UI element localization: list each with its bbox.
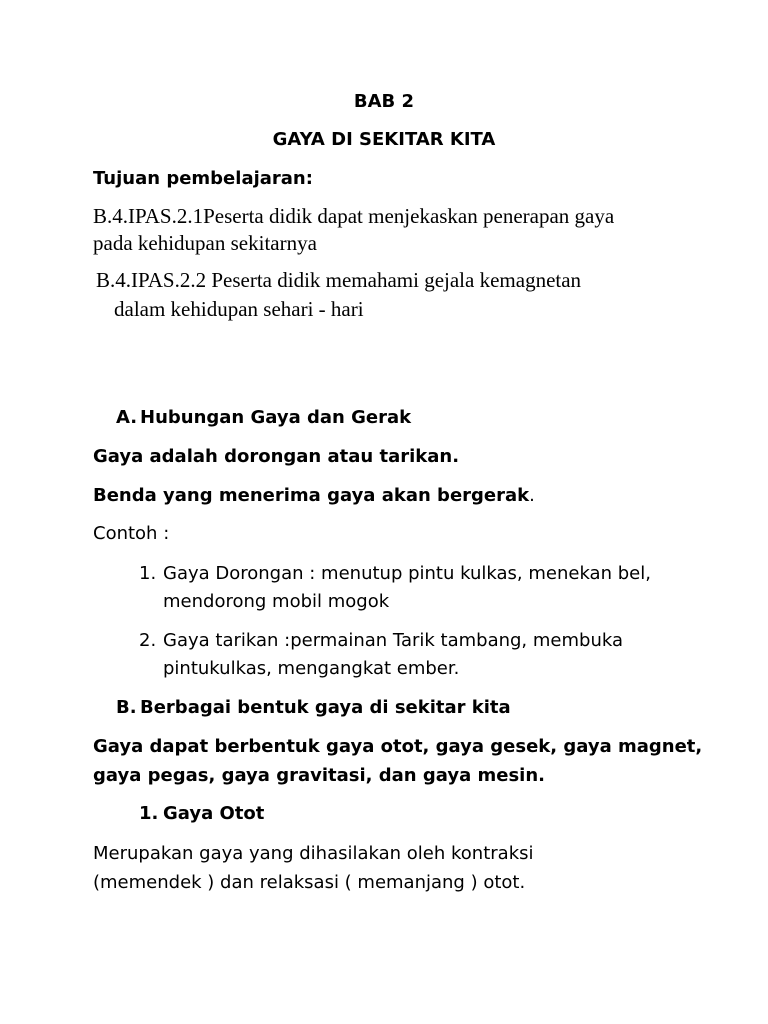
section-a-statement-row (93, 482, 535, 510)
example-2-line-2: pintukulkas, mengangkat ember. (163, 658, 460, 679)
section-a-statement: Benda yang menerima gaya akan bergerak (93, 485, 530, 506)
example-1-line-2: mendorong mobil mogok (163, 591, 390, 612)
section-b-intro-line-1: Gaya dapat berbentuk gaya otot, gaya gesek, gaya magnet, (93, 736, 703, 757)
subsection-1-line-2: (memendek ) dan relaksasi ( memanjang ) otot. (93, 872, 526, 893)
subsection-1-heading: Gaya Otot (163, 803, 265, 824)
objectives-heading: Tujuan pembelajaran: (93, 168, 313, 189)
subsection-1-marker: 1. (139, 803, 159, 824)
objective-2-line-2: dalam kehidupan sehari - hari (114, 297, 364, 321)
example-1-line-1: Gaya Dorongan : menutup pintu kulkas, menekan bel, (163, 563, 651, 584)
objective-1-line-2: pada kehidupan sekitarnya (93, 231, 317, 255)
example-2-marker: 2. (139, 630, 157, 651)
section-a-marker: A. (116, 407, 138, 428)
objective-1-line-1: B.4.IPAS.2.1Peserta didik dapat menjekaskan penerapan gaya (93, 204, 615, 228)
section-a-statement-period: . (529, 485, 535, 506)
document-title: GAYA DI SEKITAR KITA (272, 129, 496, 150)
section-a-definition: Gaya adalah dorongan atau tarikan. (93, 446, 460, 467)
objective-2-line-1: B.4.IPAS.2.2 Peserta didik memahami gejala kemagnetan (96, 268, 582, 292)
example-2-line-1: Gaya tarikan :permainan Tarik tambang, membuka (163, 630, 623, 651)
example-label: Contoh : (93, 523, 170, 544)
section-b-heading: Berbagai bentuk gaya di sekitar kita (140, 697, 511, 718)
chapter-label: BAB 2 (353, 91, 415, 112)
section-a-heading: Hubungan Gaya dan Gerak (140, 407, 412, 428)
section-b-intro-line-2: gaya pegas, gaya gravitasi, dan gaya mesin. (93, 765, 545, 786)
section-b-marker: B. (116, 697, 137, 718)
example-1-marker: 1. (139, 563, 157, 584)
subsection-1-line-1: Merupakan gaya yang dihasilakan oleh kontraksi (93, 843, 534, 864)
